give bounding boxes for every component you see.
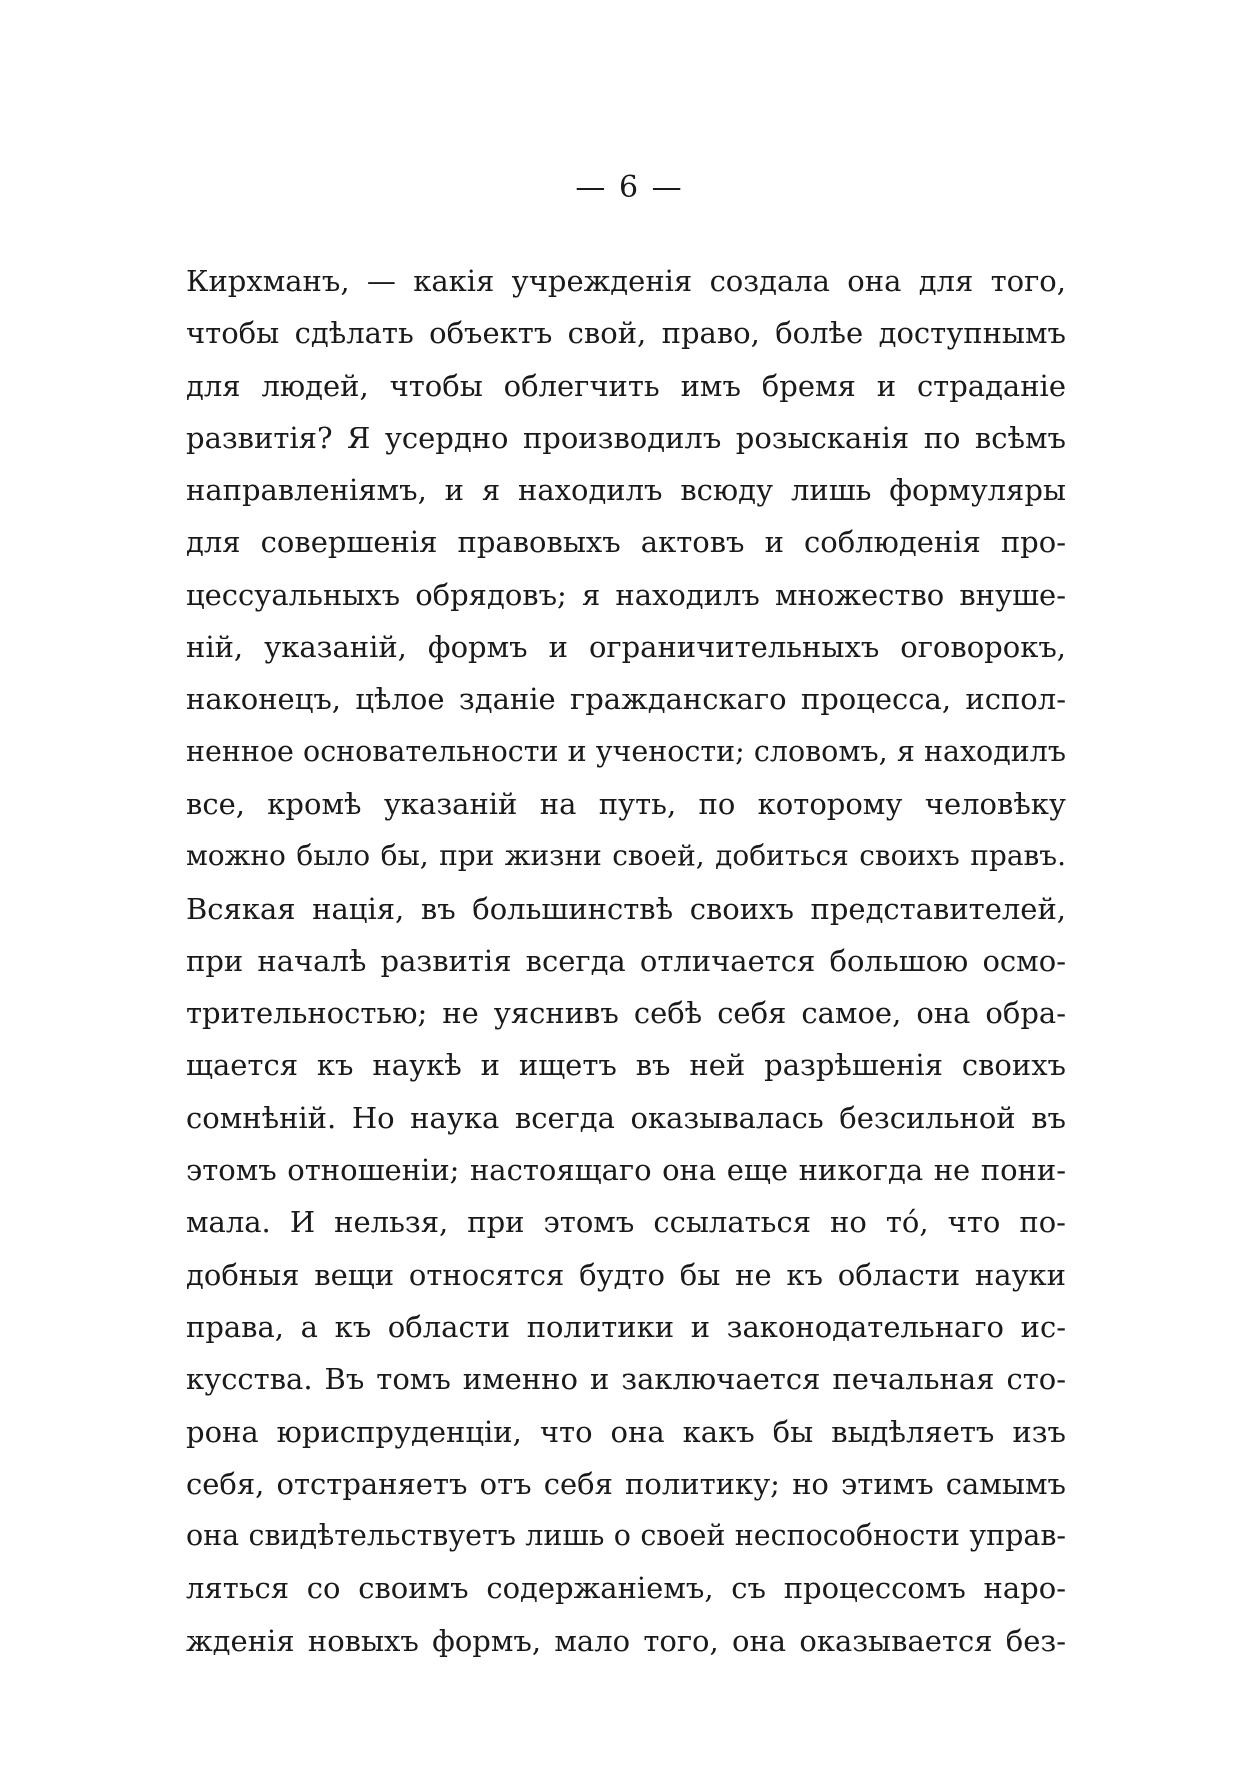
- text-line: для совершенія правовыхъ актовъ и соблюденія про-: [186, 525, 1066, 560]
- text-line: при началѣ развитія всегда отличается большою осмо-: [186, 943, 1066, 978]
- text-line: наконецъ, цѣлое зданіе гражданскаго процесса, испол-: [186, 682, 1066, 717]
- text-line: направленіямъ, и я находилъ всюду лишь формуляры: [186, 473, 1066, 508]
- text-line: можно было бы, при жизни своей, добиться своихъ правъ.: [186, 839, 1066, 873]
- body-text: [186, 255, 1066, 1667]
- text-line: мала. И нельзя, при этомъ ссылаться но тó, что по-: [186, 1205, 1066, 1240]
- text-line: ній, указаній, формъ и ограничительныхъ оговорокъ,: [186, 630, 1066, 665]
- text-line: она свидѣтельствуетъ лишь о своей неспособности управ-: [186, 1519, 1066, 1553]
- text-line: для людей, чтобы облегчить имъ бремя и страданіе: [186, 368, 1066, 403]
- text-line: рона юриспруденціи, что она какъ бы выдѣляетъ изъ: [186, 1414, 1066, 1449]
- text-line: себя, отстраняетъ отъ себя политику; но этимъ самымъ: [186, 1466, 1066, 1501]
- text-line: трительностью; не уяснивъ себѣ себя самое, она обра-: [186, 996, 1066, 1031]
- text-line: Кирхманъ, — какія учрежденія создала она для того,: [186, 264, 1066, 298]
- text-line: добныя вещи относятся будто бы не къ области науки: [186, 1257, 1066, 1292]
- text-line: цессуальныхъ обрядовъ; я находилъ множество внуше-: [186, 577, 1066, 612]
- page-number: — 6 —: [575, 170, 684, 205]
- text-line: Всякая нація, въ большинствѣ своихъ представителей,: [186, 891, 1066, 926]
- text-line: сомнѣній. Но наука всегда оказывалась безсильной въ: [186, 1100, 1066, 1135]
- text-line: ляться со своимъ содержаніемъ, съ процессомъ наро-: [186, 1571, 1066, 1606]
- text-line: ненное основательности и учености; словомъ, я находилъ: [186, 734, 1066, 768]
- text-line: все, кромѣ указаній на путь, по которому человѣку: [186, 786, 1066, 821]
- text-line: развитія? Я усердно производилъ розысканія по всѣмъ: [186, 420, 1066, 455]
- text-line: кусства. Въ томъ именно и заключается печальная сто-: [186, 1362, 1066, 1397]
- text-line: жденія новыхъ формъ, мало того, она оказывается без-: [186, 1623, 1066, 1658]
- text-line: этомъ отношеніи; настоящаго она еще никогда не пони-: [186, 1153, 1066, 1188]
- text-line: щается къ наукѣ и ищетъ въ ней разрѣшенія своихъ: [186, 1048, 1066, 1083]
- text-line: права, а къ области политики и законодательнаго ис-: [186, 1309, 1066, 1344]
- text-line: чтобы сдѣлать объектъ свой, право, болѣе доступнымъ: [186, 316, 1066, 351]
